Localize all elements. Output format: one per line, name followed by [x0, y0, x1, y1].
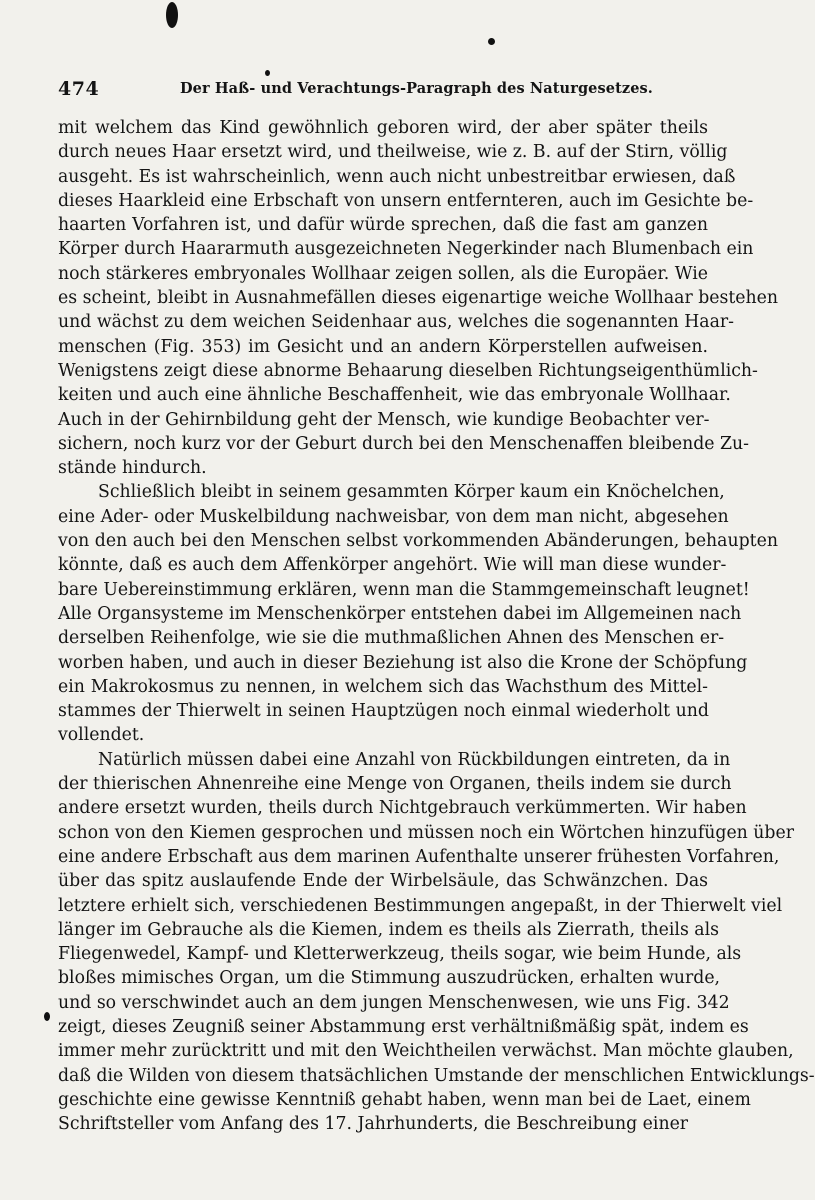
text-line: ein Makrokosmus zu nennen, in welchem sich das Wachsthum des Mittel-: [58, 676, 708, 697]
text-line: der thierischen Ahnenreihe eine Menge von Organen, theils indem sie durch: [58, 774, 732, 795]
text-line: Natürlich müssen dabei eine Anzahl von Rückbildungen eintreten, da in: [98, 749, 731, 770]
text-line: Schließlich bleibt in seinem gesammten Körper kaum ein Knöchelchen,: [98, 482, 725, 503]
text-line: stände hindurch.: [58, 458, 207, 479]
page-header: [58, 78, 687, 106]
text-line: über das spitz auslaufende Ende der Wirbelsäule, das Schwänzchen. Das: [58, 871, 708, 892]
body-text: [58, 116, 815, 1136]
running-title: Der Haß- und Verachtungs-Paragraph des Naturgesetzes.: [180, 80, 653, 97]
text-line: bloßes mimisches Organ, um die Stimmung auszudrücken, erhalten wurde,: [58, 968, 721, 989]
text-line: eine Ader- oder Muskelbildung nachweisbar, von dem man nicht, abgesehen: [58, 506, 729, 527]
text-line: mit welchem das Kind gewöhnlich geboren wird, der aber später theils: [58, 118, 708, 138]
text-line: Auch in der Gehirnbildung geht der Mensch, wie kundige Beobachter ver-: [58, 409, 710, 430]
text-line: zeigt, dieses Zeugniß seiner Abstammung erst verhältnißmäßig spät, indem es: [58, 1016, 749, 1037]
text-line: durch neues Haar ersetzt wird, und theilweise, wie z. B. auf der Stirn, völlig: [58, 142, 728, 163]
text-line: geschichte eine gewisse Kenntniß gehabt haben, wenn man bei de Laet, einem: [58, 1089, 751, 1110]
text-line: und wächst zu dem weichen Seidenhaar aus, welches die sogenannten Haar-: [58, 312, 734, 333]
text-line: könnte, daß es auch dem Affenkörper angehört. Wie will man diese wunder-: [58, 555, 727, 576]
ink-speck: [488, 38, 495, 45]
page-number: 474: [58, 78, 100, 100]
text-line: Schriftsteller vom Anfang des 17. Jahrhunderts, die Beschreibung einer: [58, 1114, 689, 1135]
ink-speck: [265, 70, 270, 76]
text-line: menschen (Fig. 353) im Gesicht und an andern Körperstellen aufweisen.: [58, 336, 708, 357]
text-line: und so verschwindet auch an dem jungen Menschenwesen, wie uns Fig. 342: [58, 992, 730, 1013]
paragraph: [58, 748, 815, 1137]
text-line: ausgeht. Es ist wahrscheinlich, wenn auch nicht unbestreitbar erwiesen, daß: [58, 166, 736, 187]
text-line: von den auch bei den Menschen selbst vorkommenden Abänderungen, behaupten: [58, 531, 778, 552]
text-line: Fliegenwedel, Kampf- und Kletterwerkzeug, theils sogar, wie beim Hunde, als: [58, 944, 742, 965]
text-line: Körper durch Haararmuth ausgezeichneten Negerkinder nach Blumenbach ein: [58, 239, 754, 260]
text-line: dieses Haarkleid eine Erbschaft von unsern entfernteren, auch im Gesichte be-: [58, 190, 754, 211]
text-line: schon von den Kiemen gesprochen und müssen noch ein Wörtchen hinzufügen über: [58, 822, 794, 843]
ink-speck: [44, 1012, 50, 1021]
text-line: stammes der Thierwelt in seinen Hauptzügen noch einmal wiederholt und: [58, 701, 709, 722]
text-line: keiten und auch eine ähnliche Beschaffenheit, wie das embryonale Wollhaar.: [58, 385, 731, 406]
text-line: bare Uebereinstimmung erklären, wenn man die Stammgemeinschaft leugnet!: [58, 579, 750, 600]
text-line: letztere erhielt sich, verschiedenen Bestimmungen angepaßt, in der Thierwelt viel: [58, 895, 783, 916]
text-line: eine andere Erbschaft aus dem marinen Aufenthalte unserer frühesten Vorfahren,: [58, 846, 780, 867]
text-line: derselben Reihenfolge, wie sie die muthmaßlichen Ahnen des Menschen er-: [58, 628, 725, 649]
text-line: sichern, noch kurz vor der Geburt durch bei den Menschenaffen bleibende Zu-: [58, 433, 750, 454]
text-line: Alle Organsysteme im Menschenkörper entstehen dabei im Allgemeinen nach: [58, 603, 742, 624]
text-line: worben haben, und auch in dieser Beziehung ist also die Krone der Schöpfung: [58, 652, 748, 673]
text-line: haarten Vorfahren ist, und dafür würde sprechen, daß die fast am ganzen: [58, 215, 708, 236]
text-line: Wenigstens zeigt diese abnorme Behaarung dieselben Richtungseigenthümlich-: [58, 360, 758, 381]
text-line: andere ersetzt wurden, theils durch Nichtgebrauch verkümmerten. Wir haben: [58, 798, 747, 819]
paragraph: [58, 480, 778, 747]
text-line: vollendet.: [58, 725, 145, 746]
ink-blot: [166, 2, 178, 28]
text-line: noch stärkeres embryonales Wollhaar zeigen sollen, als die Europäer. Wie: [58, 263, 708, 284]
text-line: es scheint, bleibt in Ausnahmefällen dieses eigenartige weiche Wollhaar bestehen: [58, 288, 779, 309]
text-line: daß die Wilden von diesem thatsächlichen Umstande der menschlichen Entwicklungs-: [58, 1065, 815, 1086]
text-line: immer mehr zurücktritt und mit den Weichtheilen verwächst. Man möchte glauben,: [58, 1041, 794, 1062]
paragraph: [58, 116, 779, 480]
text-line: länger im Gebrauche als die Kiemen, indem es theils als Zierrath, theils als: [58, 919, 720, 940]
